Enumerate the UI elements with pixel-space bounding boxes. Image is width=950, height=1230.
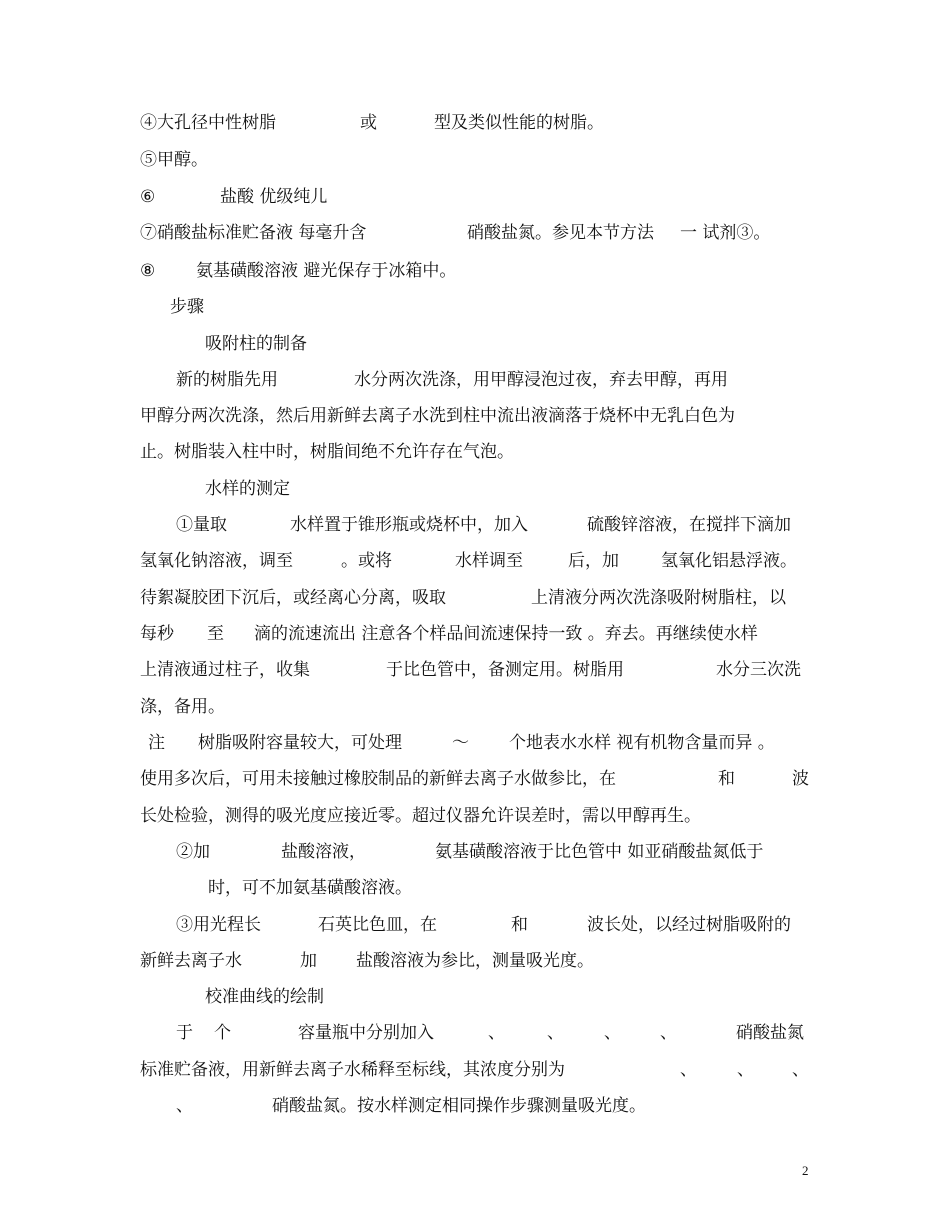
- text-line: [0, 1091, 950, 1121]
- section-heading: 校准曲线的绘制: [205, 987, 324, 1007]
- text-segment: 待絮凝胶团下沉后，或经离心分离，吸取: [140, 588, 446, 608]
- text-line: [0, 910, 950, 940]
- text-segment: 至: [207, 624, 224, 644]
- text-line: [0, 1055, 950, 1085]
- text-line: [0, 365, 950, 395]
- text-segment: 盐酸溶液为参比，测量吸光度。: [356, 951, 594, 971]
- text-segment: ②加: [176, 842, 210, 862]
- text-line: [0, 946, 950, 976]
- text-segment: 。或将: [341, 551, 392, 571]
- text-segment: 、: [176, 1096, 193, 1116]
- text-segment: 、: [547, 1023, 564, 1043]
- text-segment: 氨基磺酸溶液 避光保存于冰箱中。: [196, 261, 457, 281]
- text-line: [0, 692, 950, 722]
- text-segment: 树脂吸附容量较大，可处理: [198, 733, 402, 753]
- text-line: [0, 837, 950, 867]
- text-line: [0, 182, 950, 212]
- text-segment: 硝酸盐氮。参见本节方法: [467, 223, 654, 243]
- text-segment: ⑧: [140, 261, 156, 281]
- section-heading: 水样的测定: [205, 479, 290, 499]
- text-line: [0, 401, 950, 431]
- text-segment: ⑦硝酸盐标准贮备液 每毫升含: [140, 223, 367, 243]
- section-heading: 吸附柱的制备: [205, 334, 307, 354]
- text-segment: 氢氧化铝悬浮液。: [661, 551, 797, 571]
- text-line: [0, 329, 950, 359]
- text-segment: 、: [660, 1023, 677, 1043]
- text-line: [0, 655, 950, 685]
- text-line: [0, 145, 950, 175]
- text-segment: 水样置于锥形瓶或烧杯中，加入: [290, 515, 528, 535]
- text-segment: 和: [718, 769, 735, 789]
- text-segment: 长处检验，测得的吸光度应接近零。超过仪器允许误差时，需以甲醇再生。: [140, 806, 701, 826]
- text-line: [0, 583, 950, 613]
- text-segment: 标准贮备液，用新鲜去离子水稀释至标线，其浓度分别为: [140, 1060, 565, 1080]
- text-line: [0, 546, 950, 576]
- text-line: [0, 292, 950, 322]
- text-line: [0, 619, 950, 649]
- text-segment: 石英比色皿，在: [318, 915, 437, 935]
- text-line: [0, 510, 950, 540]
- text-segment: ⑥: [140, 187, 156, 207]
- text-segment: 波长处，以经过树脂吸附的: [587, 915, 791, 935]
- text-segment: 一 试剂③。: [680, 223, 771, 243]
- section-heading: 步骤: [170, 297, 204, 317]
- text-segment: 、: [604, 1023, 621, 1043]
- text-segment: 于: [176, 1023, 193, 1043]
- text-segment: 上清液分两次洗涤吸附树脂柱，以: [531, 588, 786, 608]
- text-segment: 于比色管中，备测定用。树脂用: [386, 660, 624, 680]
- text-line: [0, 728, 950, 758]
- text-segment: 水分两次洗涤，用甲醇浸泡过夜，弃去甲醇，再用: [354, 370, 728, 390]
- text-segment: 盐酸溶液，: [281, 842, 366, 862]
- text-segment: 个地表水水样 视有机物含量而异 。: [509, 733, 775, 753]
- text-segment: ①量取: [176, 515, 227, 535]
- note-label: 注: [148, 733, 165, 753]
- text-segment: 水样调至: [455, 551, 523, 571]
- text-line: [0, 873, 950, 903]
- text-segment: 水分三次洗: [716, 660, 801, 680]
- text-segment: 加: [300, 951, 317, 971]
- text-segment: ④大孔径中性树脂: [140, 113, 276, 133]
- text-segment: 、: [737, 1060, 754, 1080]
- text-segment: ⑤甲醇。: [140, 150, 208, 170]
- text-segment: 盐酸 优级纯儿: [220, 187, 328, 207]
- text-segment: 型及类似性能的树脂。: [434, 113, 604, 133]
- text-line: [0, 474, 950, 504]
- text-segment: 容量瓶中分别加入: [298, 1023, 434, 1043]
- text-segment: 时，可不加氨基磺酸溶液。: [208, 878, 412, 898]
- text-segment: 氨基磺酸溶液于比色管中 如亚硝酸盐氮低于: [435, 842, 764, 862]
- text-segment: 后，加: [568, 551, 619, 571]
- text-segment: 涤，备用。: [140, 697, 225, 717]
- text-segment: 止。树脂装入柱中时，树脂间绝不允许存在气泡。: [140, 442, 514, 462]
- text-segment: 上清液通过柱子，收集: [140, 660, 310, 680]
- text-segment: 滴的流速流出 注意各个样品间流速保持一致 。弃去。再继续使水样: [254, 624, 758, 644]
- text-line: [0, 1018, 950, 1048]
- text-segment: 新的树脂先用: [176, 370, 278, 390]
- text-segment: 硝酸盐氮: [736, 1023, 804, 1043]
- text-segment: 使用多次后，可用未接触过橡胶制品的新鲜去离子水做参比，在: [140, 769, 616, 789]
- text-line: [0, 256, 950, 286]
- text-segment: 硝酸盐氮。按水样测定相同操作步骤测量吸光度。: [272, 1096, 646, 1116]
- text-line: [0, 108, 950, 138]
- text-segment: 硫酸锌溶液，在搅拌下滴加: [587, 515, 791, 535]
- text-segment: 或: [360, 113, 377, 133]
- text-segment: 、: [792, 1060, 809, 1080]
- text-segment: 每秒: [140, 624, 174, 644]
- text-line: [0, 764, 950, 794]
- text-segment: 个: [214, 1023, 231, 1043]
- page-number: 2: [802, 1163, 809, 1178]
- text-line: [0, 218, 950, 248]
- text-line: [0, 801, 950, 831]
- text-segment: ③用光程长: [176, 915, 261, 935]
- text-segment: 甲醇分两次洗涤，然后用新鲜去离子水洗到柱中流出液滴落于烧杯中无乳白色为: [140, 406, 735, 426]
- text-segment: ～: [452, 733, 469, 753]
- text-segment: 新鲜去离子水: [140, 951, 242, 971]
- text-segment: 氢氧化钠溶液，调至: [140, 551, 293, 571]
- text-segment: 、: [680, 1060, 697, 1080]
- text-segment: 、: [488, 1023, 505, 1043]
- text-segment: 和: [511, 915, 528, 935]
- text-line: [0, 437, 950, 467]
- text-line: [0, 982, 950, 1012]
- text-segment: 波: [792, 769, 809, 789]
